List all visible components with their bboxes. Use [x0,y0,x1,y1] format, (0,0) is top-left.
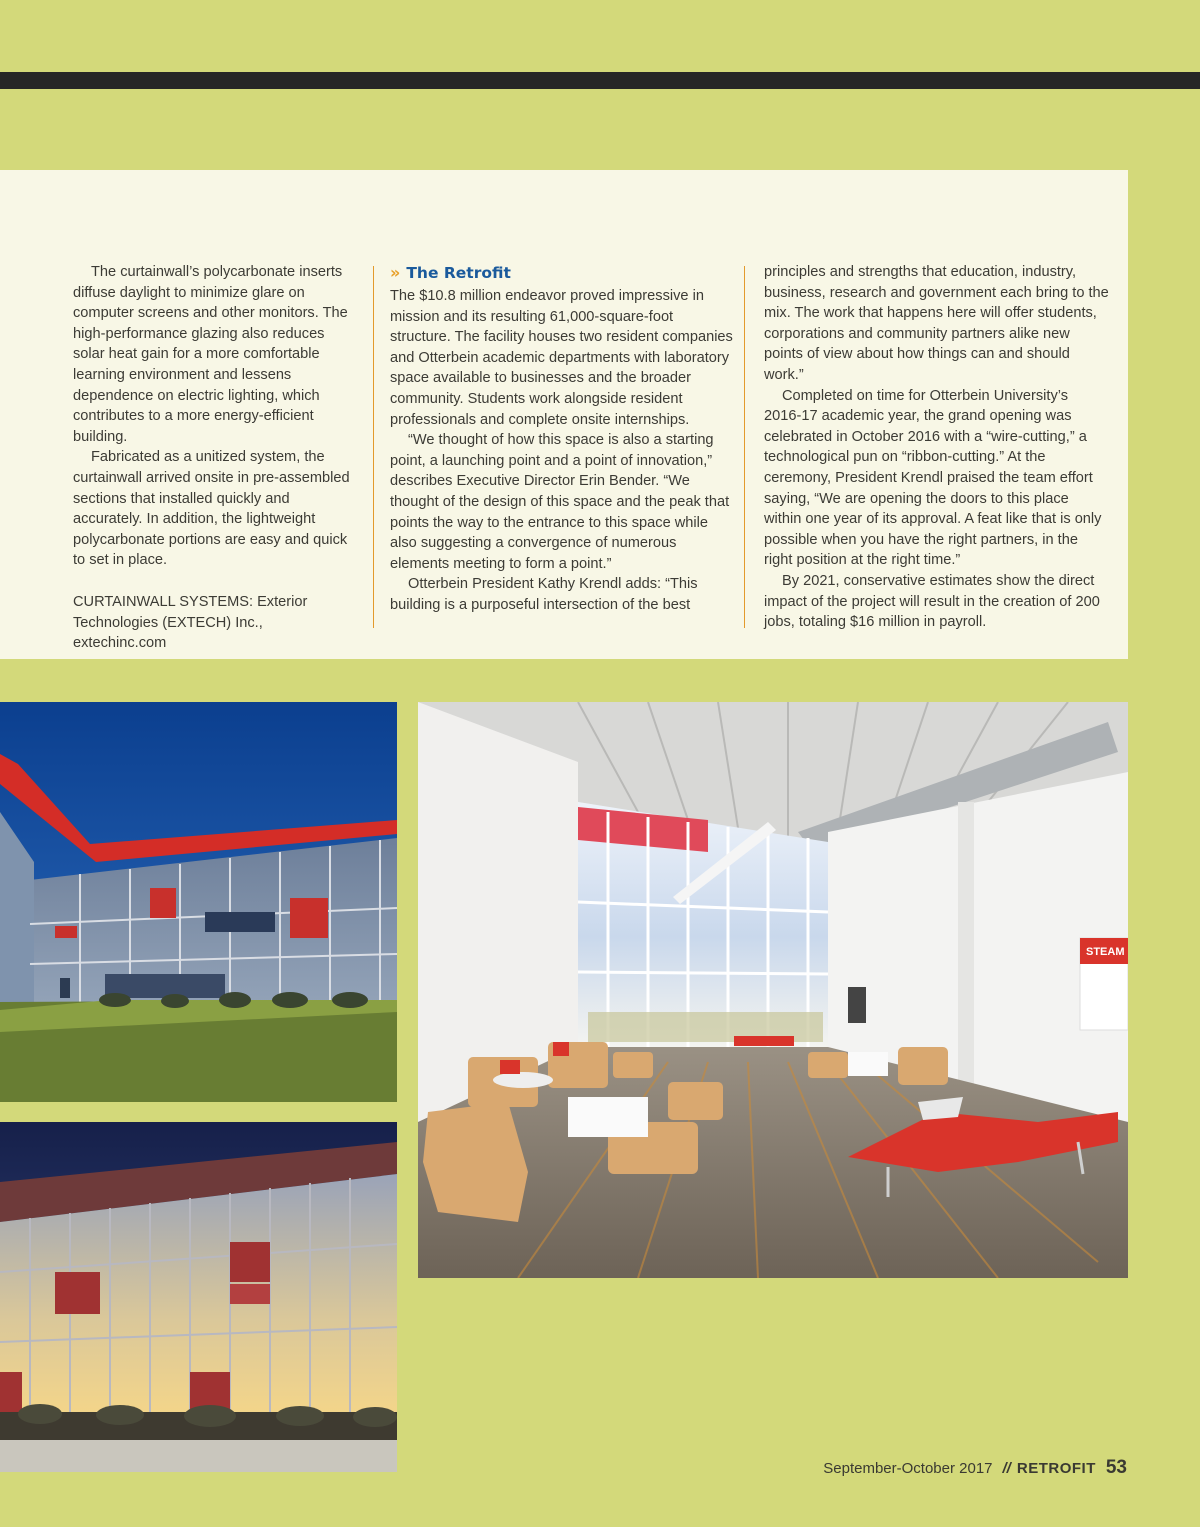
section-heading [390,263,735,283]
column-divider [744,266,745,628]
paragraph: Otterbein President Kathy Krendl adds: “This building is a purposeful intersection of the best [390,576,698,613]
paragraph: The $10.8 million endeavor proved impressive in mission and its resulting 61,000-square-foot structure. The facility houses two resident companies and Otterbein academic departments with laboratory space available to businesses and the broader community. Students work alongside resident professionals and complete onsite internships. [390,288,733,428]
footer-separator: // [1002,1460,1011,1477]
page-number: 53 [1105,1457,1127,1478]
supplier-credit: CURTAINWALL SYSTEMS: Exterior Technologies (EXTECH) Inc., extechinc.com [73,593,308,652]
magazine-name: RETROFIT [1016,1460,1096,1477]
exterior-dusk-photo [0,1122,397,1472]
paragraph: “We thought of how this space is also a starting point, a launching point and a point of innovation,” describes Executive Director Erin Bender. “We thought of the design of this space and the peak that points the way to the entrance to this space while also suggesting a convergence of numerous elements meeting to form a point.” [390,432,730,572]
page-footer [823,1457,1127,1479]
exterior-day-photo [0,702,397,1102]
article-column-1 [73,262,358,654]
interior-lounge-photo [418,702,1128,1278]
paragraph: The curtainwall’s polycarbonate inserts diffuse daylight to minimize glare on computer screens and other monitors. The high-performance glazing also reduces solar heat gain for a more comfortable learning environment and lessens dependence on electric lighting, which contributes to a more energy-efficient building. [73,264,348,445]
section-heading-text: The Retrofit [406,264,511,282]
paragraph: By 2021, conservative estimates show the direct impact of the project will result in the creation of 200 jobs, totaling $16 million in payroll. [764,572,1100,631]
article-text-panel [0,170,1128,659]
steam-sign-text: STEAM [1086,946,1125,958]
column-divider [373,266,374,628]
chevron-right-icon: » [390,263,397,282]
paragraph: Completed on time for Otterbein University’s 2016-17 academic year, the grand opening was celebrated in October 2016 with a “wire-cutting,” a technological pun on “ribbon-cutting.” At the ceremony, President Krendl praised the team effort saying, “We are opening the doors to this place within one year of its approval. A feat like that is only possible when you have the right partners, in the right position at the right time.” [764,387,1102,569]
issue-date: September-October 2017 [823,1460,993,1477]
paragraph: principles and strengths that education, industry, business, research and government each bring to the mix. The work that happens here will offer students, corporations and community partners alike new points of view about how things can and should work.” [764,264,1109,383]
article-column-3 [764,262,1109,633]
top-rule-bar [0,72,1200,89]
article-column-2 [390,263,735,616]
paragraph: Fabricated as a unitized system, the curtainwall arrived onsite in pre-assembled sections that installed quickly and accurately. In addition, the lightweight polycarbonate portions are easy and quick to set in place. [73,449,350,569]
